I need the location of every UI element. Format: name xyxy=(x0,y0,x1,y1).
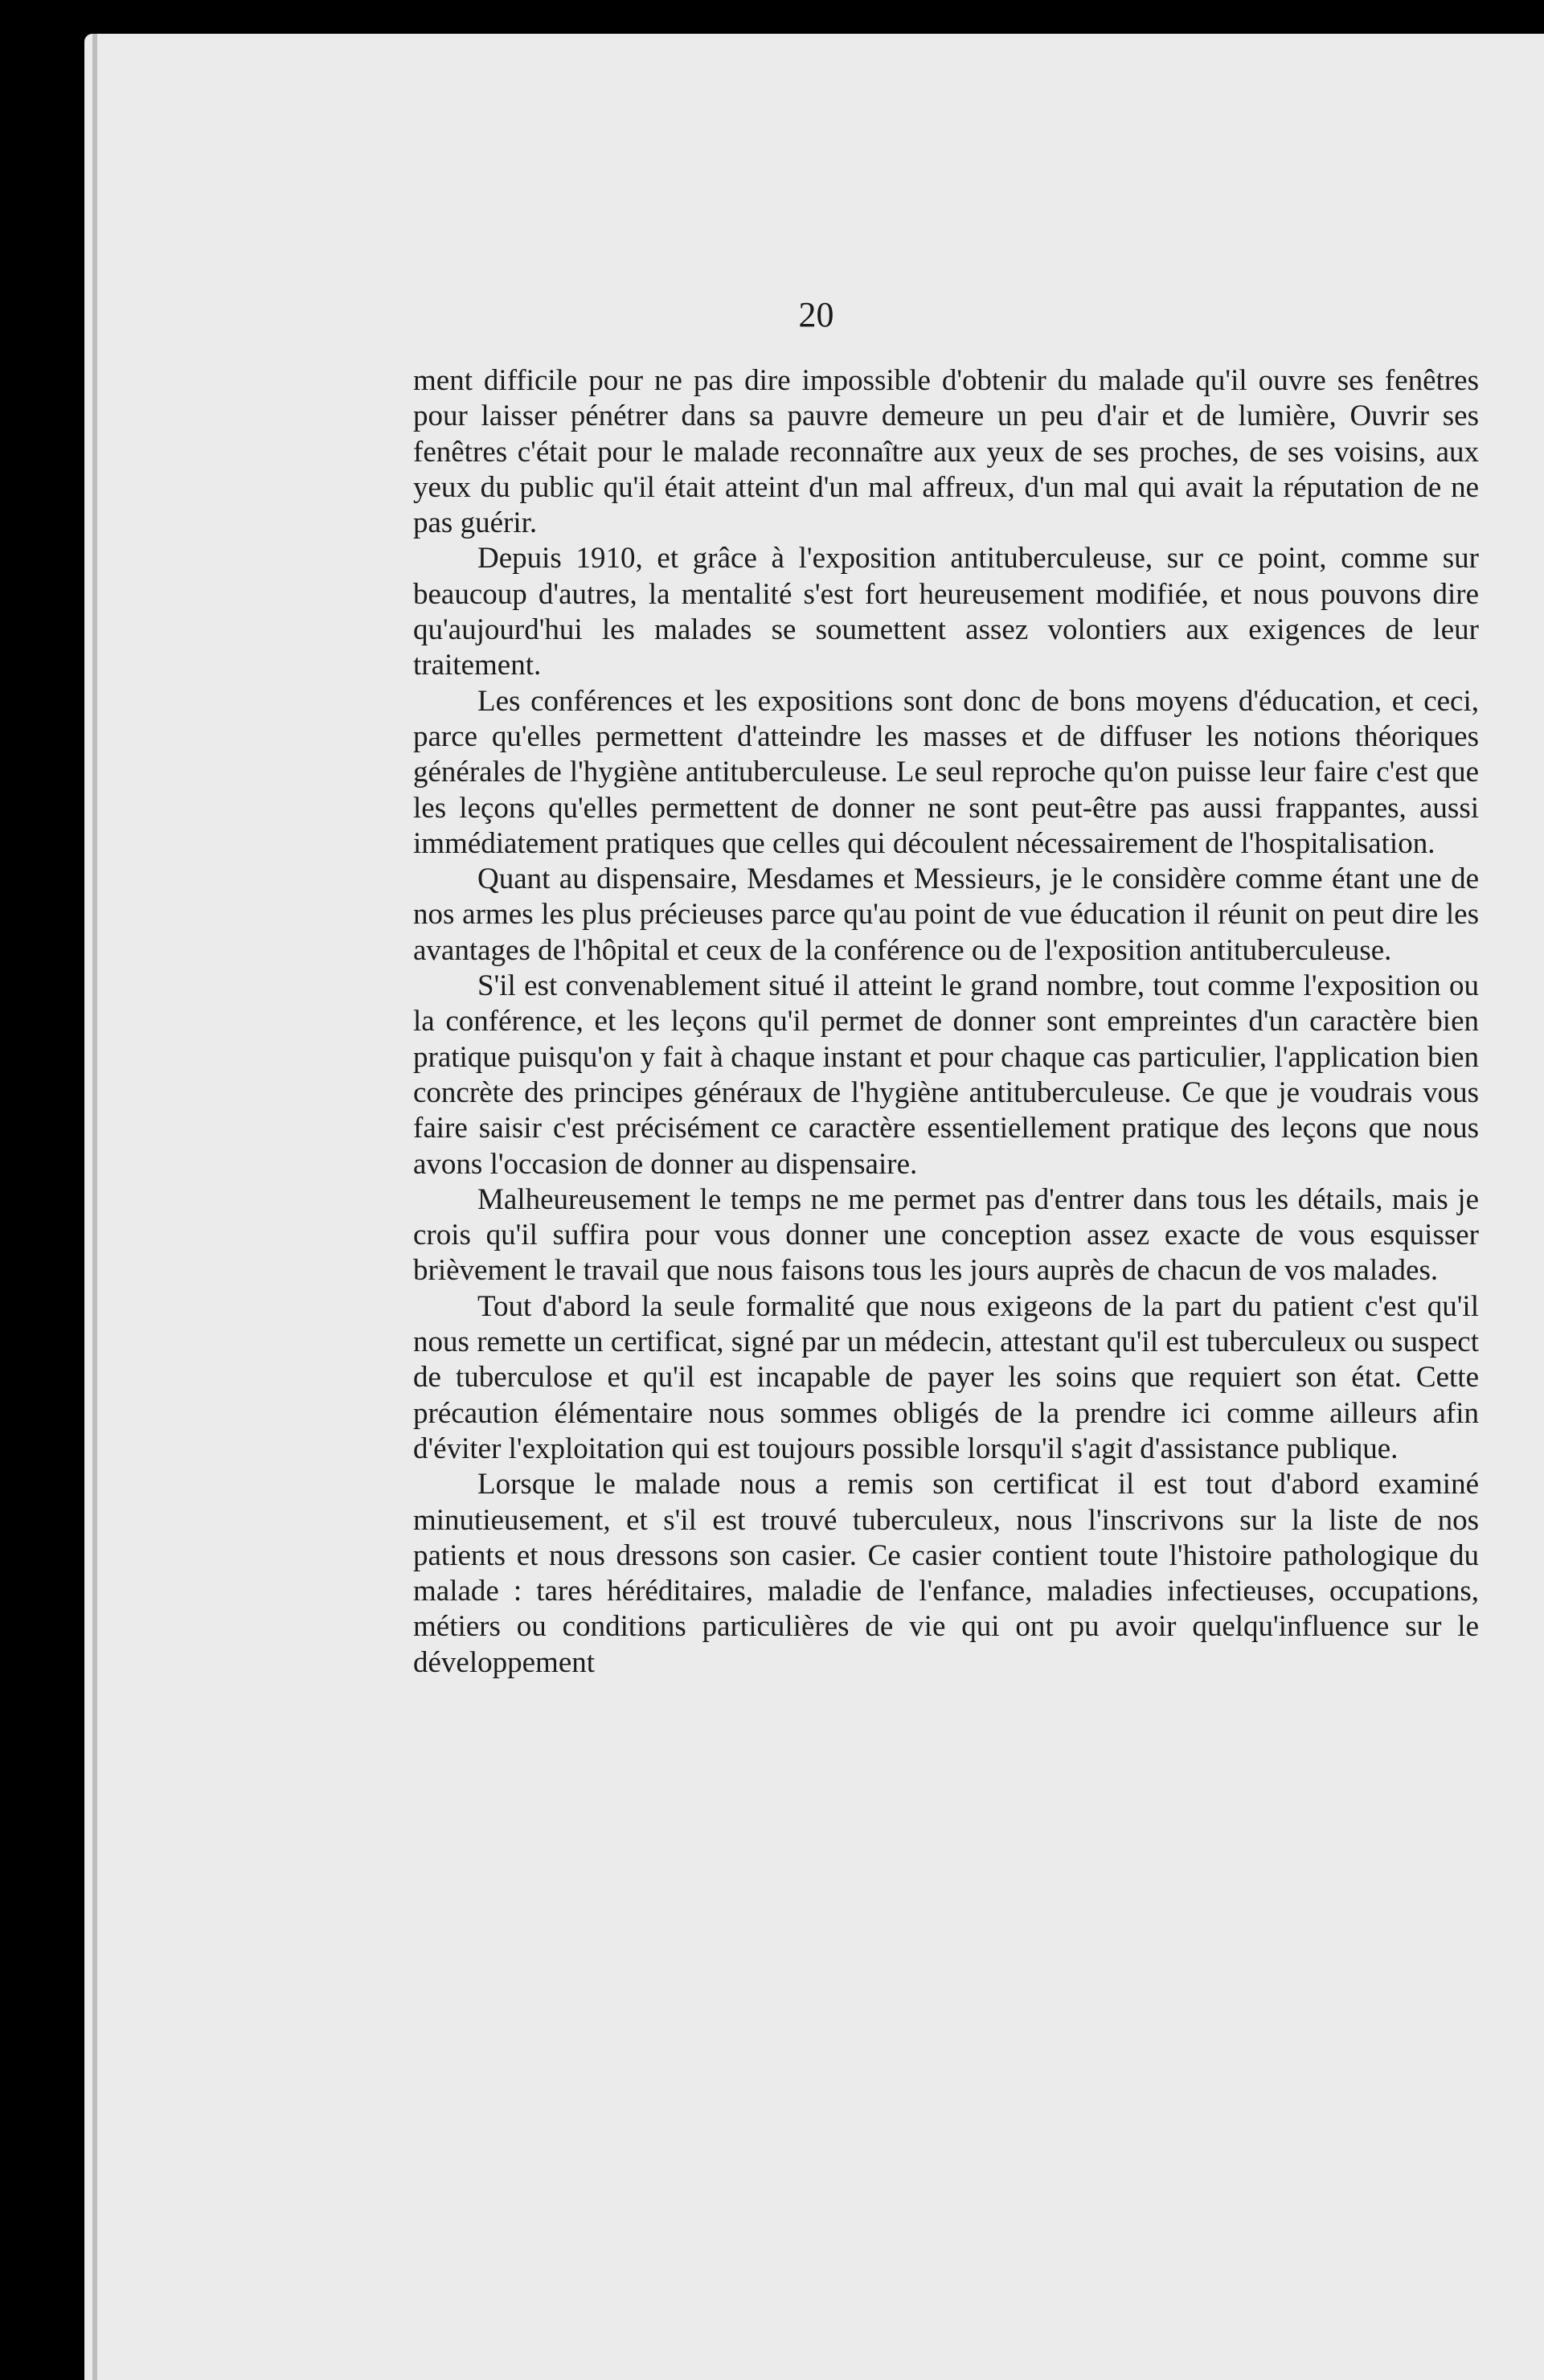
paragraph: Quant au dispensaire, Mesdames et Messieurs, je le considère comme étant une de nos armes les plus précieuses parce qu'au point de vue éducation il réunit on peut dire les avantages de l'hôpital et ceux de la conférence ou de l'exposition antituberculeuse. xyxy=(413,862,1479,967)
page-number: 20 xyxy=(798,295,834,334)
paragraph: Tout d'abord la seule formalité que nous exigeons de la part du patient c'est qu'il nous remette un certificat, signé par un médecin, attestant qu'il est tuberculeux ou suspect de tuberculose et qu'il est incapable de payer les soins que requiert son état. Cette précaution élémentaire nous sommes obligés de la prendre ici comme ailleurs afin d'éviter l'exploitation qui est toujours possible lorsqu'il s'agit d'assistance publique. xyxy=(413,1289,1479,1465)
body-text xyxy=(413,363,1479,1681)
paragraph: S'il est convenablement situé il atteint le grand nombre, tout comme l'exposition ou la conférence, et les leçons qu'il permet de donner sont empreintes d'un caractère bien pratique puisqu'on y fait à chaque instant et pour chaque cas particulier, l'application bien concrète des principes généraux de l'hygiène antituberculeuse. Ce que je voudrais vous faire saisir c'est précisément ce caractère essentiellement pratique des leçons que nous avons l'occasion de donner au dispensaire. xyxy=(413,969,1479,1181)
paragraph: Lorsque le malade nous a remis son certificat il est tout d'abord examiné minutieusement, et s'il est trouvé tuberculeux, nous l'inscrivons sur la liste de nos patients et nous dressons son casier. Ce casier contient toute l'histoire pathologique du malade : tares héréditaires, maladie de l'enfance, maladies infectieuses, occupations, métiers ou conditions particulières de vie qui ont pu avoir quelqu'influence sur le développement xyxy=(413,1468,1479,1679)
paragraph: ment difficile pour ne pas dire impossible d'obtenir du malade qu'il ouvre ses fenêtres pour laisser pénétrer dans sa pauvre demeure un peu d'air et de lumière, Ouvrir ses fenêtres c'était pour le malade reconnaître aux yeux de ses proches, de ses voisins, aux yeux du public qu'il était atteint d'un mal affreux, d'un mal qui avait la réputation de ne pas guérir. xyxy=(413,364,1479,540)
paragraph: Malheureusement le temps ne me permet pas d'entrer dans tous les détails, mais je crois qu'il suffira pour vous donner une conception assez exacte de vous esquisser brièvement le travail que nous faisons tous les jours auprès de chacun de vos malades. xyxy=(413,1182,1479,1288)
paragraph: Les conférences et les expositions sont donc de bons moyens d'éducation, et ceci, parce qu'elles permettent d'atteindre les masses et de diffuser les notions théoriques générales de l'hygiène antituberculeuse. Le seul reproche qu'on puisse leur faire c'est que les leçons qu'elles permettent de donner ne sont peut-être pas aussi frappantes, aussi immédiatement pratiques que celles qui découlent nécessairement de l'hospitalisation. xyxy=(413,684,1479,860)
paragraph: Depuis 1910, et grâce à l'exposition antituberculeuse, sur ce point, comme sur beaucoup d'autres, la mentalité s'est fort heureusement modifiée, et nous pouvons dire qu'aujourd'hui les malades se soumettent assez volontiers aux exigences de leur traitement. xyxy=(413,542,1479,682)
page-edge-shadow xyxy=(92,34,97,2380)
